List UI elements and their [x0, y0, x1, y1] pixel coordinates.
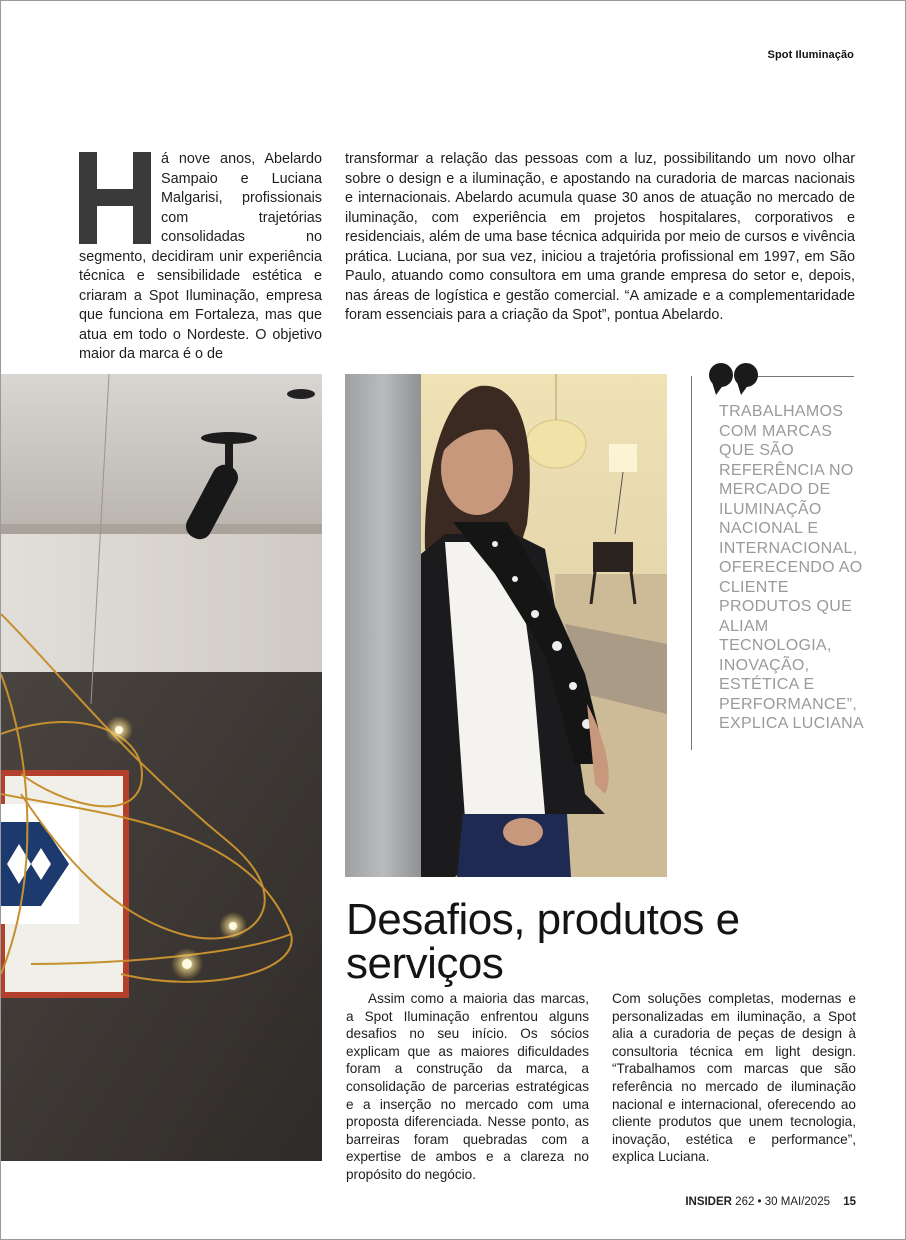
section2-text-2: Com soluções completas, modernas e personalizadas em iluminação, a Spot alia a curadoria de peças de design à consultoria técnica em light design. “Trabalhamos com marcas que são referência no mercado de iluminação nacional e internacional, oferecendo ao cliente produtos que unem tecnologia, inovação, estética e performance”, explica Luciana.: [612, 991, 856, 1165]
portrait-photo: [345, 374, 667, 877]
lighting-photo: [1, 374, 322, 1161]
section-headline: Desafios, produtos e serviços: [346, 895, 740, 988]
intro-column-2: [345, 150, 855, 326]
quote-rule-vertical: [691, 376, 692, 750]
intro-text-1: á nove anos, Abelardo Sampaio e Luciana Malgarisi, profissionais com trajetórias consolidadas no segmento, decidiram unir experiência técnica e sensibilidade estética e criaram a Spot Iluminação, empresa que funciona em Fortaleza, mas que atua em todo o Nordeste. O objetivo maior da marca é o de: [79, 151, 322, 362]
section2-column-1: [346, 990, 589, 1184]
page-footer: [685, 1196, 856, 1208]
section2-column-2: [612, 990, 856, 1166]
pull-quote-text: TRABALHAMOS COM MARCAS QUE SÃO REFERÊNCIA NO MERCADO DE ILUMINAÇÃO NACIONAL E INTERNACIONAL, OFERECENDO AO CLIENTE PRODUTOS QUE ALIAM TECNOLOGIA, INOVAÇÃO, ESTÉTICA E PERFORMANCE”, EXPLICA LUCIANA: [719, 403, 864, 732]
page-number: 15: [843, 1196, 856, 1208]
publication-name: INSIDER: [685, 1196, 732, 1208]
section2-text-1: Assim como a maioria das marcas, a Spot Iluminação enfrentou alguns desafios no seu início. Os sócios explicam que as maiores dificuldades foram a construção da marca, a consolidação de parcerias estratégicas e a inserção no mercado com uma proposta diferenciada. Nesse ponto, as barreiras foram quebradas com a expertise de ambos e a clareza no propósito do negócio.: [346, 991, 589, 1182]
quote-marks-icon: [708, 362, 760, 396]
issue-info: 262 • 30 MAI/2025: [735, 1196, 830, 1208]
pull-quote: [691, 374, 864, 750]
section-label: Spot Iluminação: [767, 49, 854, 61]
intro-text-2: transformar a relação das pessoas com a luz, possibilitando um novo olhar sobre o design e a iluminação, e apostando na curadoria de marcas nacionais e internacionais. Abelardo acumula quase 30 anos de atuação no mercado de iluminação, com experiência em projetos hospitalares, corporativos e residenciais, além de uma base técnica adquirida por meio de cursos e vivência prática. Luciana, por sua vez, iniciou a trajetória profissional em 1997, em São Paulo, atuando como consultora em uma grande empresa do setor e, depois, nas áreas de logística e gestão comercial. “A amizade e a complementaridade foram essenciais para a criação da Spot”, pontua Abelardo.: [345, 151, 855, 323]
drop-cap: [79, 152, 155, 244]
intro-column-1: [79, 150, 322, 365]
quote-rule-horizontal: [751, 376, 854, 377]
